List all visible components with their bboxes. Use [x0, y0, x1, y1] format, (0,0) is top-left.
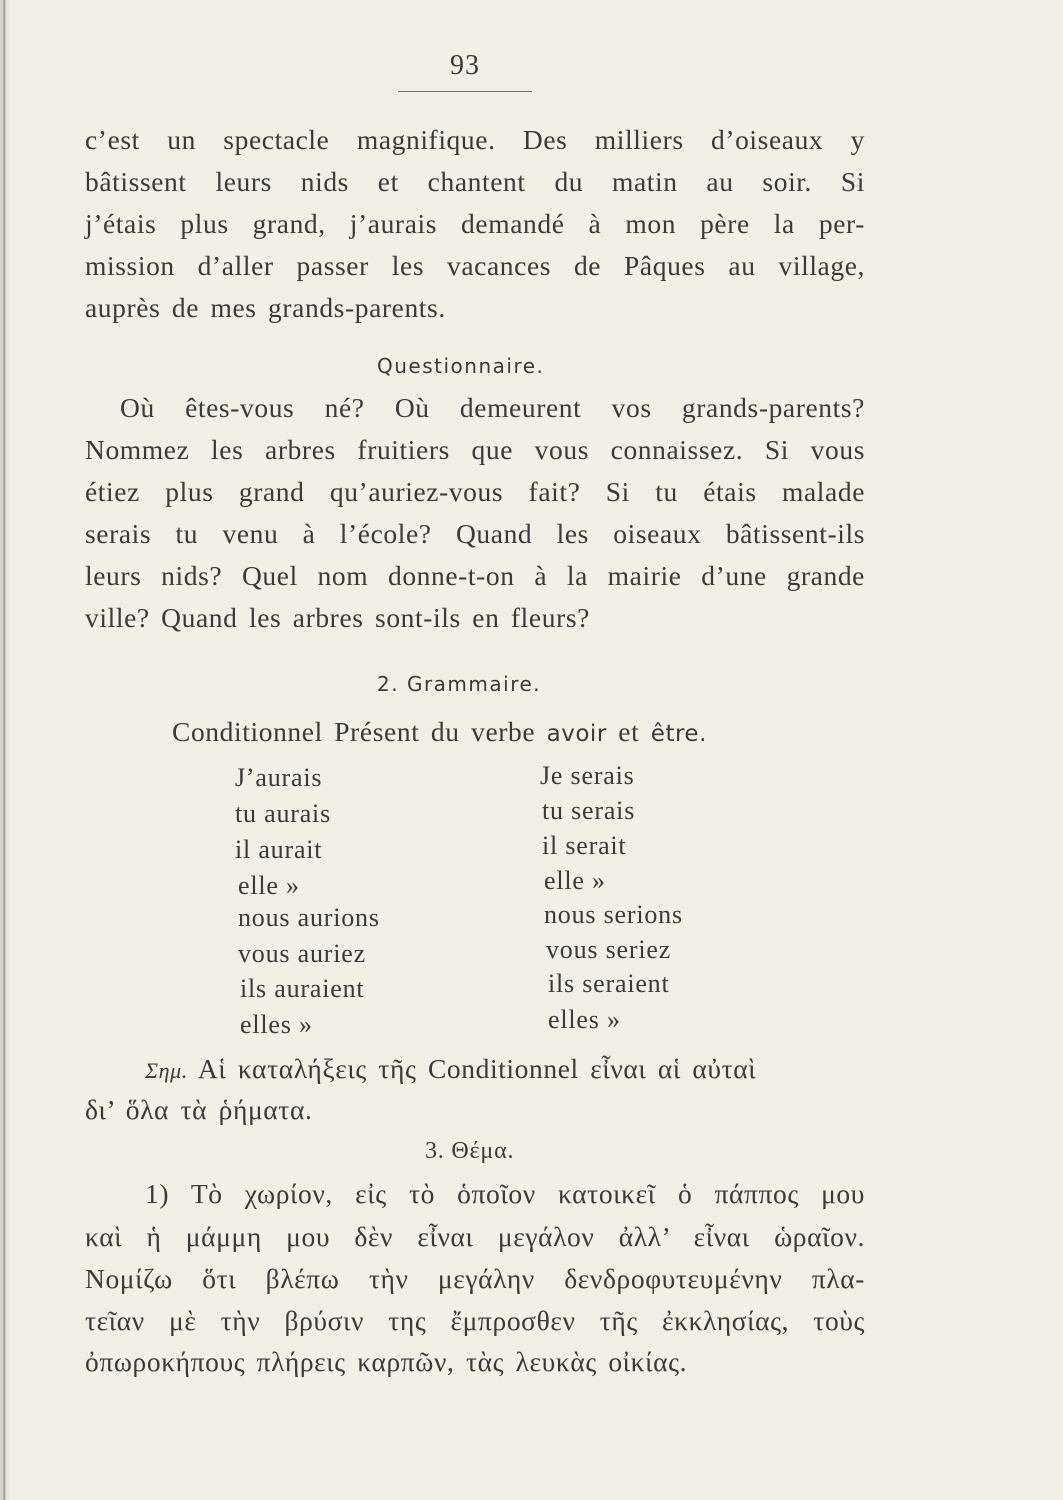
etre-form-6: vous seriez [546, 935, 672, 964]
questionnaire-line-6: ville? Quand les arbres sont-ils en fleurs? [85, 602, 590, 633]
note-text: Αἱ καταλήξεις τῆς Conditionnel εἶναι αἱ αὐταὶ [197, 1053, 757, 1084]
page-number: 93 [450, 50, 480, 81]
note-line-2: δι’ ὅλα τὰ ῥήματα. [85, 1094, 313, 1125]
questionnaire-line-3: étiez plus grand qu’auriez-vous fait? Si tu étais malade [85, 476, 865, 507]
theme-line-4: τεῖαν μὲ τὴν βρύσιν της ἔμπροσθεν τῆς ἐκκλησίας, τοὺς [85, 1305, 865, 1336]
theme-line-5: ὀπωροκήπους πλήρεις καρπῶν, τὰς λευκὰς οἰκίας. [85, 1346, 688, 1377]
avoir-form-1: J’aurais [235, 763, 323, 792]
questionnaire-line-2: Nommez les arbres fruitiers que vous connaissez. Si vous [85, 434, 865, 465]
avoir-form-8: elles » [240, 1010, 313, 1039]
avoir-form-2: tu aurais [235, 799, 332, 828]
questionnaire-line-1: Où êtes-vous né? Où demeurent vos grands-parents? [120, 392, 865, 423]
grammar-verb-avoir: avoir [546, 721, 607, 747]
questionnaire-line-4: serais tu venu à l’école? Quand les oiseaux bâtissent-ils [85, 518, 865, 549]
theme-heading: 3. Θέμα. [425, 1138, 515, 1164]
note-label: Σημ. [145, 1058, 188, 1083]
grammar-intro-text: Conditionnel Présent du verbe [172, 716, 536, 747]
avoir-form-6: vous auriez [238, 939, 366, 968]
avoir-form-3: il aurait [235, 835, 323, 864]
grammar-conjunction: et [618, 716, 640, 747]
etre-form-3: il serait [542, 831, 627, 860]
reading-line-5: auprès de mes grands-parents. [85, 292, 446, 323]
reading-line-3: j’étais plus grand, j’aurais demandé à mon père la per- [85, 208, 865, 239]
questionnaire-line-5: leurs nids? Quel nom donne-t-on à la mairie d’une grande [85, 560, 865, 591]
etre-form-5: nous serions [544, 900, 683, 929]
reading-line-4: mission d’aller passer les vacances de Pâques au village, [85, 250, 865, 281]
page-number-rule [398, 91, 532, 92]
grammar-verb-etre: être. [650, 721, 707, 747]
etre-form-8: elles » [548, 1005, 621, 1034]
avoir-form-4: elle » [238, 871, 300, 900]
avoir-form-7: ils auraient [240, 974, 365, 1003]
reading-line-1: c’est un spectacle magnifique. Des milliers d’oiseaux y [85, 124, 865, 155]
page-binding-edge [0, 0, 10, 1500]
theme-line-2: καὶ ἡ μάμμη μου δὲν εἶναι μεγάλον ἀλλ’ εἶναι ὡραῖον. [85, 1221, 865, 1252]
questionnaire-heading: Questionnaire. [377, 354, 545, 378]
reading-line-2: bâtissent leurs nids et chantent du matin au soir. Si [85, 166, 865, 197]
theme-line-3: Νομίζω ὅτι βλέπω τὴν μεγάλην δενδροφυτευμένην πλα- [85, 1263, 865, 1294]
avoir-form-5: nous aurions [238, 903, 380, 932]
etre-form-2: tu serais [542, 796, 636, 825]
etre-form-7: ils seraient [548, 969, 670, 998]
etre-form-1: Je serais [540, 761, 635, 790]
note-line-1 [145, 1053, 865, 1085]
grammar-heading: 2. Grammaire. [377, 672, 542, 696]
etre-form-4: elle » [544, 866, 606, 895]
grammar-intro [172, 716, 812, 748]
theme-line-1: 1) Τὸ χωρίον, εἰς τὸ ὁποῖον κατοικεῖ ὁ πάππος μου [145, 1178, 865, 1209]
